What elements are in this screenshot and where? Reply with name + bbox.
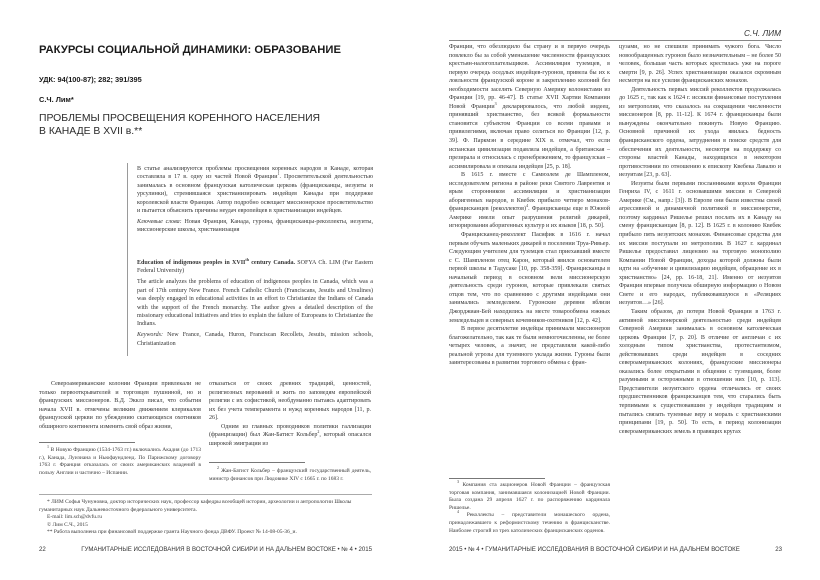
affiliation-email[interactable]: E-mail: lim.sch@dvfu.ru [47, 514, 103, 521]
abstract-en-body: The article analyzes the problems of education of indigenous peoples in Canada, which was a part of 17th century New France. French Catholic Church (Franciscans, Jesuits and Ursulines) was deeply engaged in educational activities in an effort to Christianize the Indians of Canada with the support of the French monarchy. The author gives a detailed description of the missionary educational initiatives and tries to explain the failure of Europeans to Christianize the Indians. [137, 279, 373, 328]
article-title [39, 113, 339, 138]
right-page [410, 0, 820, 580]
footnote-ref-3[interactable]: 3 [494, 100, 497, 106]
footnote-3-number: 3 [457, 479, 459, 485]
footnote-1-body: В Новую Францию (1534-1763 гг.) включались Акадия (до 1713 г.), Канада, Луизиана и Ньюфаундленд. По Парижскому договору 1763 г. Франция отказалась от своих американских владений в пользу Англии и частично – Испании. [39, 447, 201, 476]
abstract-ru-text: В статье анализируются проблемы просвещения коренных народов в Канаде, которая составляла в 17 в. одну из частей Новой Франции [137, 166, 373, 181]
paragraph-text-cont: декларировалось, что любой индеец, принявший христианство, без всякой формальности становится субъектом Франции со всеми правами и привилегиями, включая право селиться во Франции [12, p. 39]. Ф. Паркмэн в середине XIX в. отмечал, что если испанская цивилизация подавляла индейцев, а британская – презирала и относилась с пренебрежением, то французская – ассимилировала и опекала индейцев [25, p. 18]. [449, 103, 610, 170]
right-page-number: 23 [775, 546, 782, 553]
left-page-number: 22 [39, 546, 46, 553]
paragraph-text-cont: . Францисканцы еще в Южной Америке имели опыт разрушения религий дикарей, игнорирования аборигенных культур и их языков [18, p. 50]. [449, 206, 611, 230]
keywords-ru-label: Ключевые слова: [137, 219, 182, 226]
footnote-2 [209, 465, 371, 483]
footnote-rule-2 [209, 462, 305, 463]
section-title: РАКУРСЫ СОЦИАЛЬНОЙ ДИНАМИКИ: ОБРАЗОВАНИЕ [39, 44, 341, 56]
paragraph: Таким образом, до потери Новой Франции в 1763 г. активной миссионерской деятельностью среди индейцев Северной Америки занималась в основном католическая церковь Франции [7, p. 20]. В отличие от англичан с их холодным типом христианства, протестантизмом, действовавших среди индейцев в соседних североамериканских колониях, французские миссионеры оказались более открытыми в общении с туземцами, более разумными и осторожными в отношении них [10, p. 113]. Представители иезуитского ордена отличались от своих предшественников францисканцев тем, что старались быть терпимыми к существовавшим у индейцев традициям и пытались связать туземные веру и мораль с христианскими принципами [19, p. 50]. То есть, в период колонизации североамериканских земель в правящих кругах [619, 308, 781, 435]
paragraph-text: В 1615 г. вместе с Самюэлем де Шампленом, исследователем региона в районе реки Святого Лаврентия и ярым сторонником ассимиляции и христианизации аборигенных народов, в Квебек прибыло четверо монахов-францисканцев (реколлектов) [449, 172, 610, 213]
affiliation-rule [39, 494, 372, 495]
running-head: С.Ч. ЛИМ [743, 28, 781, 38]
footnote-1 [39, 444, 201, 477]
left-journal-footer: ГУМАНИТАРНЫЕ ИССЛЕДОВАНИЯ В ВОСТОЧНОЙ СИБИРИ И НА ДАЛЬНЕМ ВОСТОКЕ • № 4 • 2015 [81, 546, 372, 553]
udk-code: УДК: 94(100-87); 282; 391/395 [39, 75, 142, 84]
paragraph: Францисканец-реколлект Пасифик в 1616 г. начал первым обучать маленьких дикарей в поселении Труа-Ривьер. Следующим учителем для туземцев стал приехавший вместе с С. Шампленом отец Карон, который явился основателем первой школы в Тадусаке [10, pp. 358-359]. Францисканцы в начальный период в основном вели миссионерскую деятельность среди гуронов, которые привлекали святых отцов тем, что по сравнению с другими индейцами они занимались земледелием. Гуронские деревни вблизи Джорджиан-Бей находились на месте товарообмена южных земледельцев и северных кочевников-охотников [12, p. 42]. [449, 232, 610, 324]
author-affiliation [39, 499, 371, 537]
footnote-2-body: Жан-Батист Кольбер – французский государственный деятель, министр финансов при Людовике XIV с 1665 г. по 1683 г. [209, 468, 371, 482]
right-journal-footer: 2015 • № 4 • ГУМАНИТАРНЫЕ ИССЛЕДОВАНИЯ В ВОСТОЧНОЙ СИБИРИ И НА ДАЛЬНЕМ ВОСТОКЕ [449, 546, 740, 553]
footnote-2-number: 2 [217, 465, 219, 471]
abstract-ru-text-cont: . Просветительской деятельностью занималась в основном французская католическая церковь (францисканцы, иезуиты и урсулинки), стремившаяся христианизировать индейцев Канады при поддержке королевской власти Франции. Автор подробно освещает миссионерское просветительство и пытается объяснить причины неудач европейцев в христианизации индейцев. [137, 174, 373, 215]
paragraph [209, 423, 371, 449]
keywords-en-list: New France, Canada, Huron, Franciscan Recollets, Jesuits, mission schools, Christianization [137, 332, 373, 347]
abstract-english [137, 256, 373, 351]
paragraph [449, 43, 610, 171]
footnote-1-text [39, 444, 201, 477]
footnote-ref-1[interactable]: 1 [277, 171, 280, 177]
footnote-3-body: Компания ста акционеров Новой Франции – французская торговая компания, занимавшаяся колонизацией Новой Франции. Была создана 29 апреля 1627 г. по распоряжению кардинала Ришелье. [449, 482, 610, 511]
article-title-line2: В КАНАДЕ В XVII в.** [39, 125, 143, 137]
right-column-2 [619, 43, 781, 436]
abstract-en-title [137, 256, 295, 266]
keywords-en-label: Keywords: [137, 332, 163, 339]
paragraph: Деятельность первых миссий реколлектов продолжалась до 1625 г., так как к 1624 г. иссякли финансовые поступления из метрополии, что сказалось на сокращении численности миссионеров [8, pp. 11-12]. К 1674 г. францисканцы были вынуждены окончательно покинуть Новую Францию. Основной причиной их ухода явилась бедность францисканского ордена, затруднения в поиске средств для обеспечения их деятельности, несмотря на поддержку со стороны властей Канады, находящихся в некотором противостоянии по отношению к епископу Квебека Лавалю и иезуитам [23, p. 63]. [619, 86, 781, 179]
paragraph: цузами, но не спешили принимать чужого бога. Число новообращенных гуронов было незначительным – не более 50 человек, большая часть которых крестилась уже на пороге смерти [9, p. 26]. Успех христианизации оказался скромным несмотря на все усилия францисканских монахов. [619, 44, 781, 85]
footnote-4-body: Реколлекты – представители монашеского ордена, принадлежавшего к реформистскому течению в францисканстве. Наиболее строгий из трех католических францисканских орденов. [449, 512, 610, 534]
abstract-en-title-tail: century Canada. [248, 260, 295, 266]
footnote-ref-4[interactable]: 4 [526, 203, 529, 209]
paragraph-text: Одним из главных проводников политики галлизации (францизации) был Жан-Батист Кольбер [209, 423, 371, 439]
footnote-rule-1 [39, 442, 135, 443]
footnote-1-number: 1 [47, 444, 49, 450]
footnote-4-number: 4 [457, 509, 459, 515]
article-title-line1: ПРОБЛЕМЫ ПРОСВЕЩЕНИЯ КОРЕННОГО НАСЕЛЕНИЯ [39, 113, 321, 124]
abstract-en-title-sup: th [245, 256, 249, 262]
header-rule [449, 40, 782, 41]
footnote-ref-2[interactable]: 2 [317, 429, 320, 435]
abstract-en-author: SOFYA Ch. LIM (Far Eastern Federal University) [137, 260, 373, 275]
keywords-en [137, 331, 373, 348]
abstract-russian [137, 165, 373, 237]
abstract-ru-body [137, 165, 373, 215]
footnote-3 [449, 479, 610, 535]
abstract-en-heading [137, 256, 373, 276]
left-column-1 [39, 380, 201, 431]
footnote-rule-3 [449, 478, 545, 479]
right-column-1 [449, 43, 610, 368]
paragraph: отказаться от своих древних традиций, ценностей, религиозных верований и жить по заповедям европейской религии с их софистикой, необдуманно пытаясь адаптировать их без учета темперамента и нужд коренных народов [11, p. 26]. [209, 381, 371, 422]
paragraph: Североамериканские колонии Франции привлекали не только первооткрывателей и торговцев пушниной, но и французских миссионеров. В.Д. Экклз писал, что события начала XVII в. отмечены великим движением клерикалов французской церкви по убеждению скитающихся охотников обширного континента изменить свой образ жизни, [39, 381, 201, 430]
footnote-4-text [449, 509, 610, 535]
paragraph-text-cont: , который опасался широкой эмиграции из [209, 432, 371, 447]
author-name: С.Ч. Лим* [39, 95, 74, 104]
left-column-2 [209, 380, 371, 448]
footnote-2-text [209, 465, 371, 483]
keywords-ru [137, 218, 373, 235]
footnote-3-text [449, 479, 610, 512]
keywords-ru-list: Новая Франция, Канада, гуроны, францисканцы-реколлекты, иезуиты, миссионерские школы, христианизация [137, 219, 374, 234]
paragraph [449, 171, 610, 231]
paragraph-text: Франции, что обезлюдило бы страну и в первую очередь повлекло бы за собой уменьшение численности французских крестьян-налогоплательщиков. Ассимиляция туземцев, в первую очередь оседлых индейцев-гуронов, привела бы их к лояльности французской короне и закреплению колоний без необходимости заселять Северную Америку колонистами из Франции [19, pp. 46-47]. В статье XVII Хартии Компании Новой Франции [449, 44, 610, 110]
affiliation-copyright: © Лим С.Ч., 2015 [47, 521, 88, 528]
affiliation-text: * ЛИМ Софья Чунуновна, доктор исторических наук, профессор кафедры всеобщей истории, археологии и антропологии Школы гуманитарных наук Дальневосточного федерального университета. [39, 499, 352, 513]
abstract-vertical-rule [127, 163, 128, 356]
abstract-en-title-text: Education of indigenous peoples in XVII [137, 260, 246, 266]
paragraph: В первое десятилетие индейцы принимали миссионеров благожелательно, так как те были немногочисленны, не более четырех человек, а значит, не представляли какой-либо реальной угрозы для туземного уклада жизни. Гуроны были заинтересованы в развитии торгового обмена с фран- [449, 326, 610, 367]
paragraph: Иезуиты были первыми посланниками короля Франции Генриха IV, с 1611 г. основавшими миссии в Северной Америке (См., напр.: [3]). В Европе они были известны своей агрессивной и динамичной политикой в миссионерстве, поэтому кардинал Ришелье решил послать их в Канаду на смену францисканцам [8, p. 12]. В 1625 г. в колонию Квебек прибыло пять иезуитских монахов. Финансовые средства для их миссии поступали из метрополии. В 1627 г. кардинал Ришелье предоставил лицензию на торговую монополию Компании Новой Франции, доходы которой должны были идти на «обучение и цивилизацию индейцев, обращение их в христианство» [24, pp. 16-18, 21]. Именно от иезуитов Франция впервые получила обширную информацию о Новом Свете и его народах, публиковавшуюся в «Реляциях иезуитов…» [26]. [619, 180, 781, 307]
affiliation-grant: ** Работа выполнена при финансовой поддержке гранта Научного фонда ДВФУ. Проект № 14-08-05-36_и. [47, 529, 297, 536]
